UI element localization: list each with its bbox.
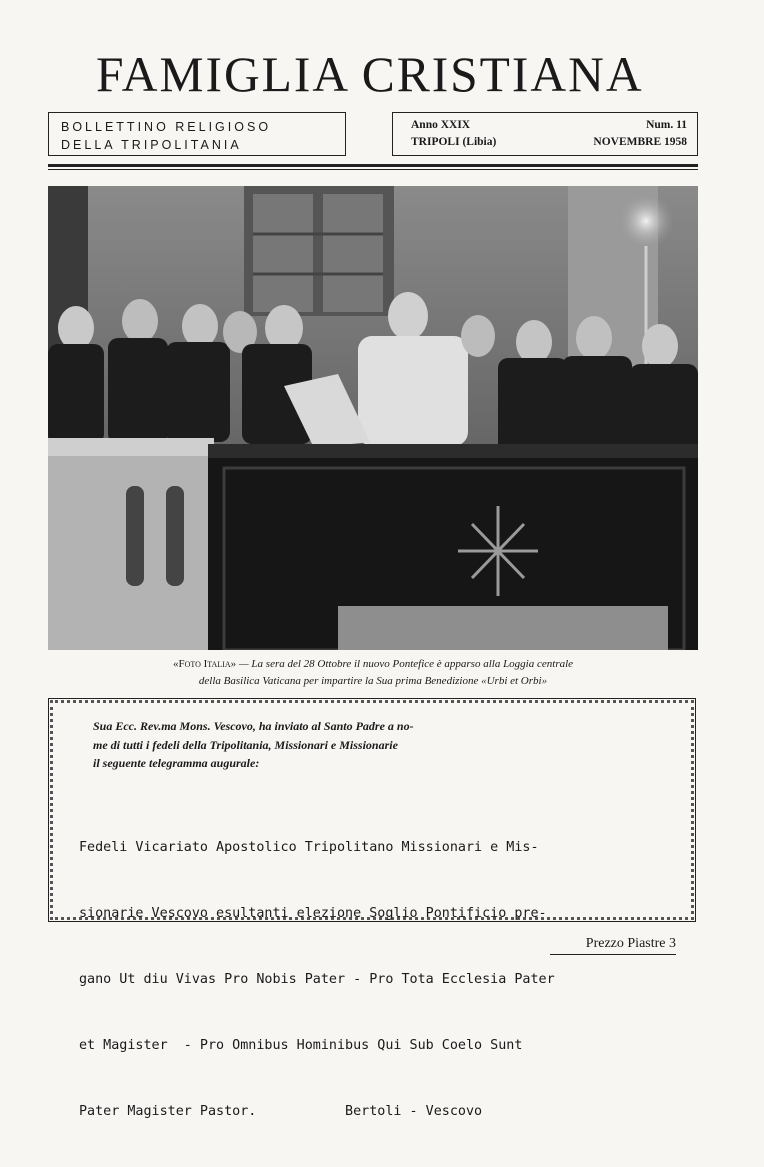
issue-anno: Anno XXIX [411,119,471,131]
subtitle-line-1: BOLLETTINO RELIGIOSO [61,120,272,134]
telegram-line-5: Pater Magister Pastor. Bertoli - Vescovo [79,1104,483,1119]
subtitle-line-2: DELLA TRIPOLITANIA [61,138,242,152]
issue-box [392,112,698,156]
telegram-text [79,793,669,1167]
loggia-photo [48,186,698,650]
subtitle-box [48,112,346,156]
photo-caption [48,656,698,690]
loggia-photo-illustration [48,186,698,650]
telegram-line-3: gano Ut diu Vivas Pro Nobis Pater - Pro Tota Ecclesia Pater [79,972,555,987]
price-label: Prezzo Piastre 3 [550,936,676,955]
masthead-title: FAMIGLIA CRISTIANA [95,46,644,102]
caption-line-1 [48,656,698,673]
telegram-line-2: sionarie Vescovo esultanti elezione Soglio Pontificio pre- [79,906,547,921]
header-rule-thin [48,169,698,170]
issue-date: NOVEMBRE 1958 [593,136,687,148]
issue-place: TRIPOLI (Libia) [411,136,497,148]
intro-line-2: me di tutti i fedeli della Tripolitania, Missionari e Missionarie [93,737,398,752]
notice-intro [93,717,613,773]
caption-credit: «Foto Italia» [172,658,237,670]
header-rule-thick [48,164,698,167]
intro-line-1: Sua Ecc. Rev.ma Mons. Vescovo, ha inviato al Santo Padre a no- [93,719,414,733]
caption-line-2: della Basilica Vaticana per impartire la Sua prima Benedizione «Urbi et Orbi» [198,675,548,687]
intro-line-3: il seguente telegramma augurale: [93,756,260,770]
telegram-line-4: et Magister - Pro Omnibus Hominibus Qui Sub Coelo Sunt [79,1038,523,1053]
caption-text-1: — La sera del 28 Ottobre il nuovo Pontefice è apparso alla Loggia centrale [236,658,574,670]
issue-number: Num. 11 [646,119,687,131]
telegram-line-1: Fedeli Vicariato Apostolico Tripolitano Missionari e Mis- [79,840,539,855]
